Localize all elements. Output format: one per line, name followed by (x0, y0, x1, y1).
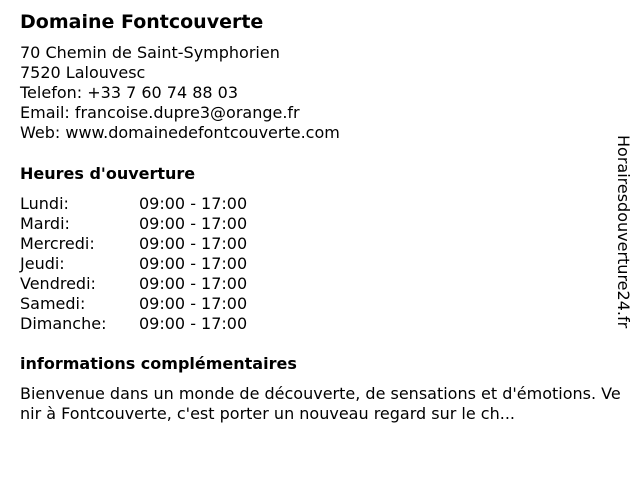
address-line-2: 7520 Lalouvesc (20, 63, 146, 82)
address-line-1: 70 Chemin de Saint-Symphorien (20, 43, 280, 62)
info-heading: informations complémentaires (20, 354, 297, 373)
day-label: Vendredi: (20, 274, 96, 293)
time-value: 09:00 - 17:00 (139, 294, 248, 313)
hours-row-friday (20, 274, 280, 294)
hours-row-tuesday (20, 214, 280, 234)
day-label: Lundi: (20, 194, 69, 213)
hours-heading: Heures d'ouverture (20, 164, 196, 183)
email-line: Email: francoise.dupre3@orange.fr (20, 103, 300, 122)
hours-row-wednesday (20, 234, 280, 254)
time-value: 09:00 - 17:00 (139, 234, 248, 253)
hours-row-thursday (20, 254, 280, 274)
day-label: Jeudi: (20, 254, 65, 273)
time-value: 09:00 - 17:00 (139, 254, 248, 273)
time-value: 09:00 - 17:00 (139, 314, 248, 333)
time-value: 09:00 - 17:00 (139, 274, 248, 293)
site-watermark: Horairesdouverture24.fr (614, 135, 633, 329)
info-text: Bienvenue dans un monde de découverte, de sensations et d'émotions. Venir à Fontcouverte, c'est porter un nouveau regard sur le ch... (20, 384, 621, 423)
hours-row-sunday (20, 314, 280, 334)
day-label: Samedi: (20, 294, 86, 313)
phone-line: Telefon: +33 7 60 74 88 03 (20, 83, 239, 102)
day-label: Mercredi: (20, 234, 95, 253)
contact-block (20, 43, 340, 143)
time-value: 09:00 - 17:00 (139, 194, 248, 213)
business-name: Domaine Fontcouverte (20, 11, 264, 33)
hours-table (20, 194, 280, 334)
hours-row-saturday (20, 294, 280, 314)
day-label: Dimanche: (20, 314, 107, 333)
time-value: 09:00 - 17:00 (139, 214, 248, 233)
day-label: Mardi: (20, 214, 70, 233)
web-line: Web: www.domainedefontcouverte.com (20, 123, 340, 142)
hours-row-monday (20, 194, 280, 214)
